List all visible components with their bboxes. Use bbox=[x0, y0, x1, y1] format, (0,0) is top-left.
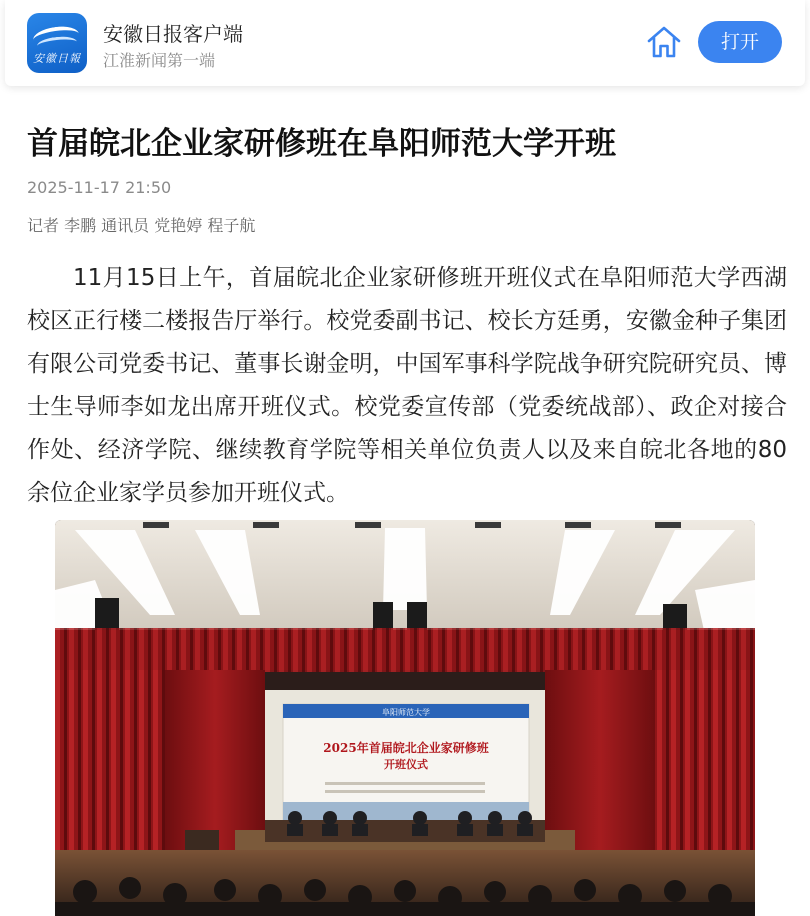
byline: 记者 李鹏 通讯员 党艳婷 程子航 bbox=[27, 216, 256, 235]
article-paragraph: 11月15日上午，首届皖北企业家研修班开班仪式在阜阳师范大学西湖校区正行楼二楼报告厅举行。校党委副书记、校长方廷勇，安徽金种子集团有限公司党委书记、董事长谢金明，中国军事科学院战争研究院研究员、博士生导师李如龙出席开班仪式。校党委宣传部（党委统战部）、政企对接合作处、经济学院、继续教育学院等相关单位负责人以及来自皖北各地的80余位企业家学员参加开班仪式。 bbox=[27, 265, 787, 506]
publish-date: 2025-11-17 21:50 bbox=[27, 178, 172, 197]
article-photo[interactable] bbox=[55, 520, 755, 916]
screen-title: 2025年首届皖北企业家研修班 bbox=[323, 741, 489, 755]
logo-text: 安徽日報 bbox=[33, 52, 81, 65]
screen-school: 阜阳师范大学 bbox=[382, 708, 430, 717]
app-logo bbox=[27, 13, 87, 73]
screen-subtitle: 开班仪式 bbox=[384, 758, 428, 771]
app-name: 安徽日报客户端 bbox=[103, 22, 243, 46]
app-slogan: 江淮新闻第一端 bbox=[103, 51, 216, 70]
home-icon[interactable] bbox=[645, 24, 683, 60]
auditorium-photo bbox=[55, 520, 755, 916]
app-download-banner bbox=[5, 0, 805, 86]
open-app-button[interactable]: 打开 bbox=[698, 21, 782, 63]
article-title: 首届皖北企业家研修班在阜阳师范大学开班 bbox=[27, 126, 616, 162]
